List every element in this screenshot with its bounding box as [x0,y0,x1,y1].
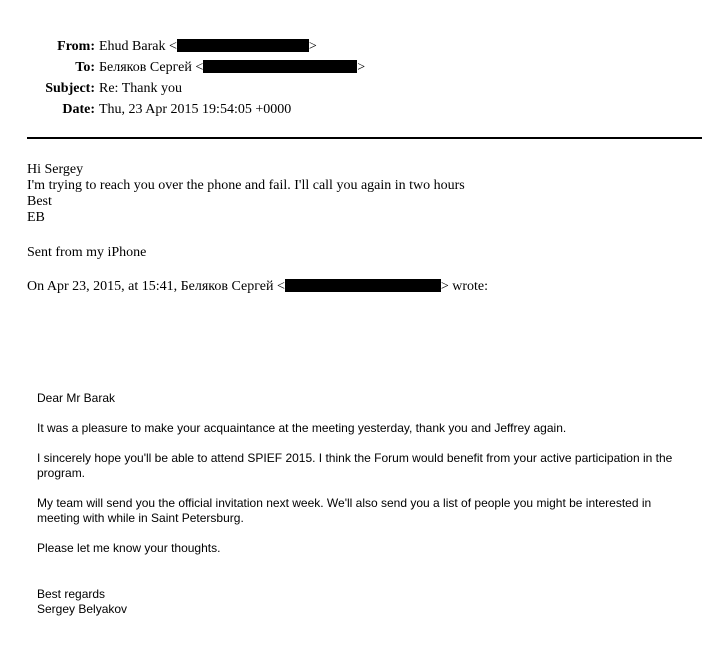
quote-suffix: > wrote: [440,279,489,294]
original-paragraph: It was a pleasure to make your acquaintance at the meeting yesterday, thank you and Jeffrey again. [37,421,567,435]
from-row [0,38,317,55]
to-name: Беляков Сергей < [99,60,204,75]
redaction-bar [285,279,441,292]
from-label: From: [57,39,95,54]
reply-line: EB [27,210,45,225]
original-closing: Best regards [37,587,106,601]
quote-prefix: On Apr 23, 2015, at 15:41, Беляков Сергей < [27,279,285,294]
subject-value: Re: Thank you [99,81,182,96]
sent-from-line: Sent from my iPhone [27,245,147,260]
subject-row [0,80,182,97]
subject-label: Subject: [45,81,95,96]
date-row [0,101,291,118]
original-paragraph: My team will send you the official invitation next week. We'll also send you a list of people you might be interested in meeting with while in Saint Petersburg. [37,496,652,525]
quote-attribution [27,278,488,295]
original-paragraph: Please let me know your thoughts. [37,541,221,555]
redaction-bar [203,60,357,73]
to-row [0,59,365,76]
to-label: To: [75,60,95,75]
to-close: > [357,60,366,75]
date-label: Date: [62,102,95,117]
reply-line: Best [27,194,52,209]
reply-line: I'm trying to reach you over the phone and fail. I'll call you again in two hours [27,178,465,193]
from-close: > [308,39,317,54]
original-paragraph: I sincerely hope you'll be able to attend SPIEF 2015. I think the Forum would benefit from your active participation in the program. [37,451,673,480]
reply-line: Hi Sergey [27,162,84,177]
original-greeting: Dear Mr Barak [37,391,116,405]
redaction-bar [177,39,309,52]
from-name: Ehud Barak < [99,39,177,54]
original-signature: Sergey Belyakov [37,602,128,616]
date-value: Thu, 23 Apr 2015 19:54:05 +0000 [99,102,292,117]
header-divider [27,137,702,139]
